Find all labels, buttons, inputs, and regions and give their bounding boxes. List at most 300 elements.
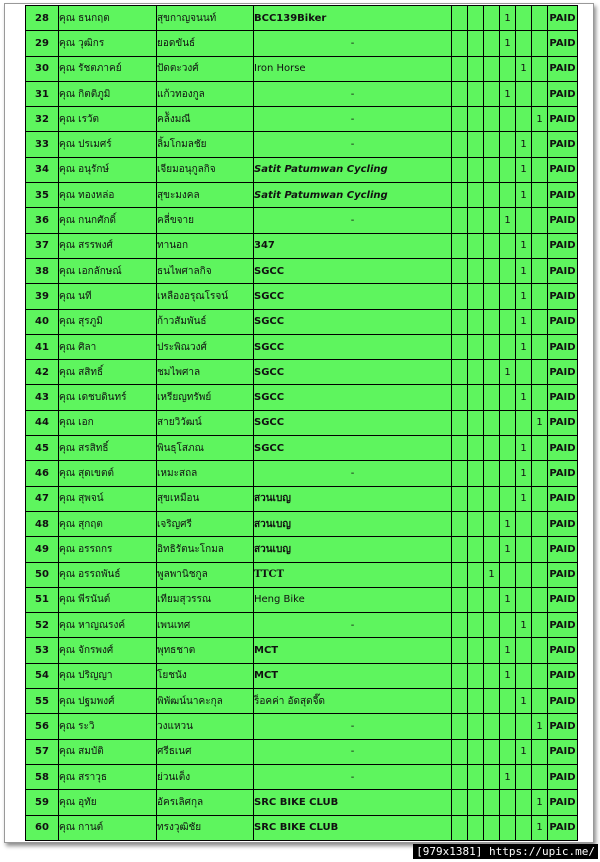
category-mark-cell [484, 537, 500, 562]
category-mark-cell [452, 739, 468, 764]
category-mark-cell [532, 258, 548, 283]
category-mark-cell [500, 183, 516, 208]
payment-status-cell: PAID [548, 663, 578, 688]
payment-status-cell: PAID [548, 461, 578, 486]
table-row [26, 537, 578, 562]
row-number: 56 [26, 714, 59, 739]
row-number: 43 [26, 385, 59, 410]
first-name-cell: คุณ อรรถพันธ์ [59, 562, 157, 587]
last-name-cell: เพนเทศ [157, 613, 254, 638]
category-mark-cell [484, 31, 500, 56]
category-mark-cell [452, 486, 468, 511]
category-mark-cell [468, 258, 484, 283]
category-mark-cell: 1 [516, 739, 532, 764]
category-mark-cell [468, 334, 484, 359]
category-mark-cell [484, 208, 500, 233]
first-name-cell: คุณ ธนกฤต [59, 6, 157, 31]
last-name-cell: อิทธิรัตนะโกมล [157, 537, 254, 562]
club-cell: SGCC [254, 309, 452, 334]
category-mark-cell [468, 638, 484, 663]
category-mark-cell [532, 764, 548, 789]
payment-status-cell: PAID [548, 436, 578, 461]
category-mark-cell [468, 81, 484, 106]
payment-status-cell: PAID [548, 613, 578, 638]
club-cell: BCC139Biker [254, 6, 452, 31]
payment-status-cell: PAID [548, 714, 578, 739]
category-mark-cell [516, 360, 532, 385]
category-mark-cell: 1 [516, 461, 532, 486]
category-mark-cell [516, 638, 532, 663]
club-cell: - [254, 208, 452, 233]
payment-status-cell: PAID [548, 486, 578, 511]
table-row [26, 284, 578, 309]
category-mark-cell [500, 613, 516, 638]
table-row [26, 31, 578, 56]
payment-status-cell: PAID [548, 562, 578, 587]
last-name-cell: คล้ังมณี [157, 107, 254, 132]
category-mark-cell [452, 587, 468, 612]
first-name-cell: คุณ ทองหล่อ [59, 183, 157, 208]
category-mark-cell: 1 [500, 6, 516, 31]
category-mark-cell [484, 511, 500, 536]
first-name-cell: คุณ อุทัย [59, 790, 157, 815]
row-number: 35 [26, 183, 59, 208]
last-name-cell: โยชนัง [157, 663, 254, 688]
club-cell: - [254, 31, 452, 56]
category-mark-cell: 1 [516, 309, 532, 334]
category-mark-cell [468, 6, 484, 31]
category-mark-cell [452, 258, 468, 283]
payment-status-cell: PAID [548, 764, 578, 789]
category-mark-cell [452, 157, 468, 182]
payment-status-cell: PAID [548, 107, 578, 132]
table-row [26, 714, 578, 739]
category-mark-cell [532, 613, 548, 638]
table-row [26, 309, 578, 334]
category-mark-cell [452, 360, 468, 385]
payment-status-cell: PAID [548, 410, 578, 435]
last-name-cell: เหรียญทรัพย์ [157, 385, 254, 410]
category-mark-cell [452, 410, 468, 435]
category-mark-cell [484, 764, 500, 789]
category-mark-cell [516, 6, 532, 31]
table-row [26, 6, 578, 31]
row-number: 57 [26, 739, 59, 764]
first-name-cell: คุณ เอก [59, 410, 157, 435]
last-name-cell: เทียมสุวรรณ [157, 587, 254, 612]
category-mark-cell [500, 815, 516, 840]
category-mark-cell [500, 233, 516, 258]
last-name-cell: ทานอก [157, 233, 254, 258]
category-mark-cell [500, 309, 516, 334]
table-row [26, 258, 578, 283]
payment-status-cell: PAID [548, 132, 578, 157]
first-name-cell: คุณ สมบัติ [59, 739, 157, 764]
row-number: 38 [26, 258, 59, 283]
category-mark-cell [500, 714, 516, 739]
last-name-cell: ชมไพศาล [157, 360, 254, 385]
payment-status-cell: PAID [548, 284, 578, 309]
category-mark-cell [484, 183, 500, 208]
last-name-cell: ปัดตะวงศ์ [157, 56, 254, 81]
club-cell: SGCC [254, 410, 452, 435]
table-row [26, 56, 578, 81]
category-mark-cell [516, 663, 532, 688]
table-row [26, 739, 578, 764]
first-name-cell: คุณ สุพจน์ [59, 486, 157, 511]
club-cell: - [254, 107, 452, 132]
category-mark-cell [484, 436, 500, 461]
category-mark-cell [500, 436, 516, 461]
category-mark-cell: 1 [500, 663, 516, 688]
category-mark-cell [516, 81, 532, 106]
row-number: 52 [26, 613, 59, 638]
first-name-cell: คุณ อรรถกร [59, 537, 157, 562]
category-mark-cell [532, 461, 548, 486]
upload-watermark: [979x1381] https://upic.me/ [413, 844, 598, 859]
club-cell: - [254, 764, 452, 789]
table-row [26, 613, 578, 638]
category-mark-cell [468, 537, 484, 562]
category-mark-cell: 1 [532, 815, 548, 840]
row-number: 45 [26, 436, 59, 461]
table-row [26, 486, 578, 511]
payment-status-cell: PAID [548, 511, 578, 536]
last-name-cell: ประพิณวงศ์ [157, 334, 254, 359]
first-name-cell: คุณ กานต์ [59, 815, 157, 840]
last-name-cell: ก้าวสัมพันธ์ [157, 309, 254, 334]
category-mark-cell [484, 81, 500, 106]
category-mark-cell [516, 815, 532, 840]
category-mark-cell [452, 436, 468, 461]
table-row [26, 208, 578, 233]
category-mark-cell [484, 56, 500, 81]
category-mark-cell [452, 309, 468, 334]
last-name-cell: ทรงวุฒิชัย [157, 815, 254, 840]
last-name-cell: พุทธชาต [157, 638, 254, 663]
first-name-cell: คุณ ระวิ [59, 714, 157, 739]
row-number: 28 [26, 6, 59, 31]
category-mark-cell [452, 689, 468, 714]
category-mark-cell [484, 233, 500, 258]
category-mark-cell [468, 385, 484, 410]
first-name-cell: คุณ เรวัต [59, 107, 157, 132]
category-mark-cell [484, 132, 500, 157]
category-mark-cell [532, 309, 548, 334]
category-mark-cell [468, 31, 484, 56]
club-cell: MCT [254, 638, 452, 663]
category-mark-cell [516, 511, 532, 536]
category-mark-cell [516, 208, 532, 233]
payment-status-cell: PAID [548, 258, 578, 283]
first-name-cell: คุณ อนุรักษ์ [59, 157, 157, 182]
category-mark-cell [452, 107, 468, 132]
category-mark-cell [500, 689, 516, 714]
category-mark-cell [452, 663, 468, 688]
row-number: 48 [26, 511, 59, 536]
category-mark-cell [468, 511, 484, 536]
first-name-cell: คุณ ศิลา [59, 334, 157, 359]
row-number: 42 [26, 360, 59, 385]
category-mark-cell [452, 613, 468, 638]
first-name-cell: คุณ สราวุธ [59, 764, 157, 789]
club-cell: - [254, 461, 452, 486]
category-mark-cell [532, 689, 548, 714]
club-cell: - [254, 613, 452, 638]
category-mark-cell [452, 461, 468, 486]
category-mark-cell [532, 360, 548, 385]
category-mark-cell [468, 360, 484, 385]
category-mark-cell [516, 764, 532, 789]
last-name-cell: เหลืองอรุณโรจน์ [157, 284, 254, 309]
category-mark-cell [500, 562, 516, 587]
category-mark-cell [484, 360, 500, 385]
category-mark-cell [468, 309, 484, 334]
last-name-cell: สายวิวัฒน์ [157, 410, 254, 435]
table-row [26, 360, 578, 385]
first-name-cell: คุณ ปฐมพงศ์ [59, 689, 157, 714]
table-row [26, 107, 578, 132]
category-mark-cell [532, 56, 548, 81]
first-name-cell: คุณ วุฒิกร [59, 31, 157, 56]
payment-status-cell: PAID [548, 81, 578, 106]
table-row [26, 385, 578, 410]
club-cell: MCT [254, 663, 452, 688]
category-mark-cell [516, 790, 532, 815]
table-row [26, 81, 578, 106]
category-mark-cell: 1 [516, 613, 532, 638]
first-name-cell: คุณ เดชบดินทร์ [59, 385, 157, 410]
category-mark-cell [452, 334, 468, 359]
row-number: 31 [26, 81, 59, 106]
category-mark-cell [468, 183, 484, 208]
club-cell: SRC BIKE CLUB [254, 790, 452, 815]
table-row [26, 132, 578, 157]
category-mark-cell [500, 739, 516, 764]
category-mark-cell [452, 638, 468, 663]
category-mark-cell [452, 511, 468, 536]
last-name-cell: แก้วทองกูล [157, 81, 254, 106]
last-name-cell: สุขะมงคล [157, 183, 254, 208]
club-cell: SGCC [254, 258, 452, 283]
category-mark-cell [468, 233, 484, 258]
category-mark-cell [532, 486, 548, 511]
category-mark-cell [484, 284, 500, 309]
category-mark-cell [468, 107, 484, 132]
first-name-cell: คุณ กิตติภูมิ [59, 81, 157, 106]
club-cell: SRC BIKE CLUB [254, 815, 452, 840]
club-cell: TTCT [254, 562, 452, 587]
row-number: 40 [26, 309, 59, 334]
category-mark-cell [484, 638, 500, 663]
category-mark-cell [532, 511, 548, 536]
last-name-cell: ศรีธเนศ [157, 739, 254, 764]
row-number: 29 [26, 31, 59, 56]
category-mark-cell: 1 [500, 360, 516, 385]
club-cell: สวนเบญ [254, 486, 452, 511]
category-mark-cell [532, 31, 548, 56]
first-name-cell: คุณ กนกศักดิ์ [59, 208, 157, 233]
category-mark-cell [484, 309, 500, 334]
category-mark-cell [484, 385, 500, 410]
table-row [26, 436, 578, 461]
payment-status-cell: PAID [548, 208, 578, 233]
category-mark-cell [532, 663, 548, 688]
category-mark-cell: 1 [484, 562, 500, 587]
first-name-cell: คุณ ปริญญา [59, 663, 157, 688]
first-name-cell: คุณ จักรพงศ์ [59, 638, 157, 663]
category-mark-cell [500, 410, 516, 435]
category-mark-cell: 1 [532, 790, 548, 815]
row-number: 60 [26, 815, 59, 840]
payment-status-cell: PAID [548, 157, 578, 182]
category-mark-cell [532, 537, 548, 562]
table-row [26, 562, 578, 587]
category-mark-cell [484, 714, 500, 739]
category-mark-cell: 1 [516, 132, 532, 157]
category-mark-cell [484, 790, 500, 815]
category-mark-cell [500, 132, 516, 157]
category-mark-cell: 1 [500, 81, 516, 106]
payment-status-cell: PAID [548, 309, 578, 334]
category-mark-cell [468, 739, 484, 764]
category-mark-cell [500, 56, 516, 81]
category-mark-cell [532, 739, 548, 764]
category-mark-cell: 1 [516, 233, 532, 258]
category-mark-cell [532, 208, 548, 233]
table-row [26, 587, 578, 612]
row-number: 53 [26, 638, 59, 663]
category-mark-cell [468, 410, 484, 435]
table-row [26, 638, 578, 663]
category-mark-cell [452, 6, 468, 31]
payment-status-cell: PAID [548, 790, 578, 815]
last-name-cell: พูลพานิชกูล [157, 562, 254, 587]
table-row [26, 790, 578, 815]
category-mark-cell: 1 [516, 486, 532, 511]
category-mark-cell [452, 208, 468, 233]
first-name-cell: คุณ สุรภูมิ [59, 309, 157, 334]
payment-status-cell: PAID [548, 739, 578, 764]
club-cell: สวนเบญ [254, 537, 452, 562]
payment-status-cell: PAID [548, 587, 578, 612]
category-mark-cell [484, 689, 500, 714]
category-mark-cell: 1 [516, 385, 532, 410]
category-mark-cell: 1 [516, 689, 532, 714]
category-mark-cell [452, 81, 468, 106]
category-mark-cell: 1 [516, 334, 532, 359]
first-name-cell: คุณ สุกฤต [59, 511, 157, 536]
category-mark-cell [468, 486, 484, 511]
category-mark-cell: 1 [516, 436, 532, 461]
category-mark-cell [452, 815, 468, 840]
category-mark-cell [484, 587, 500, 612]
category-mark-cell [484, 334, 500, 359]
row-number: 47 [26, 486, 59, 511]
club-cell: Heng Bike [254, 587, 452, 612]
payment-status-cell: PAID [548, 537, 578, 562]
payment-status-cell: PAID [548, 815, 578, 840]
category-mark-cell [468, 436, 484, 461]
payment-status-cell: PAID [548, 6, 578, 31]
row-number: 55 [26, 689, 59, 714]
payment-status-cell: PAID [548, 385, 578, 410]
first-name-cell: คุณ หาญณรงค์ [59, 613, 157, 638]
last-name-cell: คลี่ขจาย [157, 208, 254, 233]
row-number: 58 [26, 764, 59, 789]
table-row [26, 233, 578, 258]
club-cell: 347 [254, 233, 452, 258]
row-number: 34 [26, 157, 59, 182]
category-mark-cell [452, 31, 468, 56]
category-mark-cell: 1 [516, 183, 532, 208]
table-row [26, 410, 578, 435]
club-cell: - [254, 739, 452, 764]
category-mark-cell [500, 461, 516, 486]
row-number: 32 [26, 107, 59, 132]
category-mark-cell [516, 107, 532, 132]
category-mark-cell [484, 663, 500, 688]
category-mark-cell: 1 [500, 587, 516, 612]
last-name-cell: ลิ้มโกมลชัย [157, 132, 254, 157]
category-mark-cell [500, 107, 516, 132]
category-mark-cell [532, 334, 548, 359]
category-mark-cell [452, 562, 468, 587]
category-mark-cell [484, 410, 500, 435]
category-mark-cell [452, 537, 468, 562]
category-mark-cell [452, 284, 468, 309]
category-mark-cell [484, 6, 500, 31]
row-number: 39 [26, 284, 59, 309]
table-row [26, 183, 578, 208]
category-mark-cell: 1 [516, 56, 532, 81]
first-name-cell: คุณ สรรพงศ์ [59, 233, 157, 258]
category-mark-cell [500, 790, 516, 815]
category-mark-cell: 1 [500, 638, 516, 663]
category-mark-cell [468, 562, 484, 587]
category-mark-cell [532, 284, 548, 309]
club-cell: SGCC [254, 436, 452, 461]
club-cell: SGCC [254, 334, 452, 359]
category-mark-cell [500, 334, 516, 359]
category-mark-cell [468, 764, 484, 789]
category-mark-cell [452, 385, 468, 410]
club-cell: ร็อคค่า อัดสุดจี๊ด [254, 689, 452, 714]
club-cell: - [254, 81, 452, 106]
table-row [26, 689, 578, 714]
club-cell: SGCC [254, 284, 452, 309]
row-number: 49 [26, 537, 59, 562]
category-mark-cell [532, 183, 548, 208]
first-name-cell: คุณ พีรนันต์ [59, 587, 157, 612]
first-name-cell: คุณ สุดเขตต์ [59, 461, 157, 486]
category-mark-cell [532, 638, 548, 663]
category-mark-cell [484, 815, 500, 840]
first-name-cell: คุณ ปรเมศร์ [59, 132, 157, 157]
category-mark-cell [532, 385, 548, 410]
category-mark-cell [468, 132, 484, 157]
category-mark-cell [468, 208, 484, 233]
category-mark-cell [468, 790, 484, 815]
category-mark-cell [452, 183, 468, 208]
row-number: 36 [26, 208, 59, 233]
category-mark-cell [468, 284, 484, 309]
category-mark-cell [452, 132, 468, 157]
category-mark-cell [516, 562, 532, 587]
club-cell: SGCC [254, 360, 452, 385]
last-name-cell: อัครเลิศกุล [157, 790, 254, 815]
category-mark-cell [452, 790, 468, 815]
